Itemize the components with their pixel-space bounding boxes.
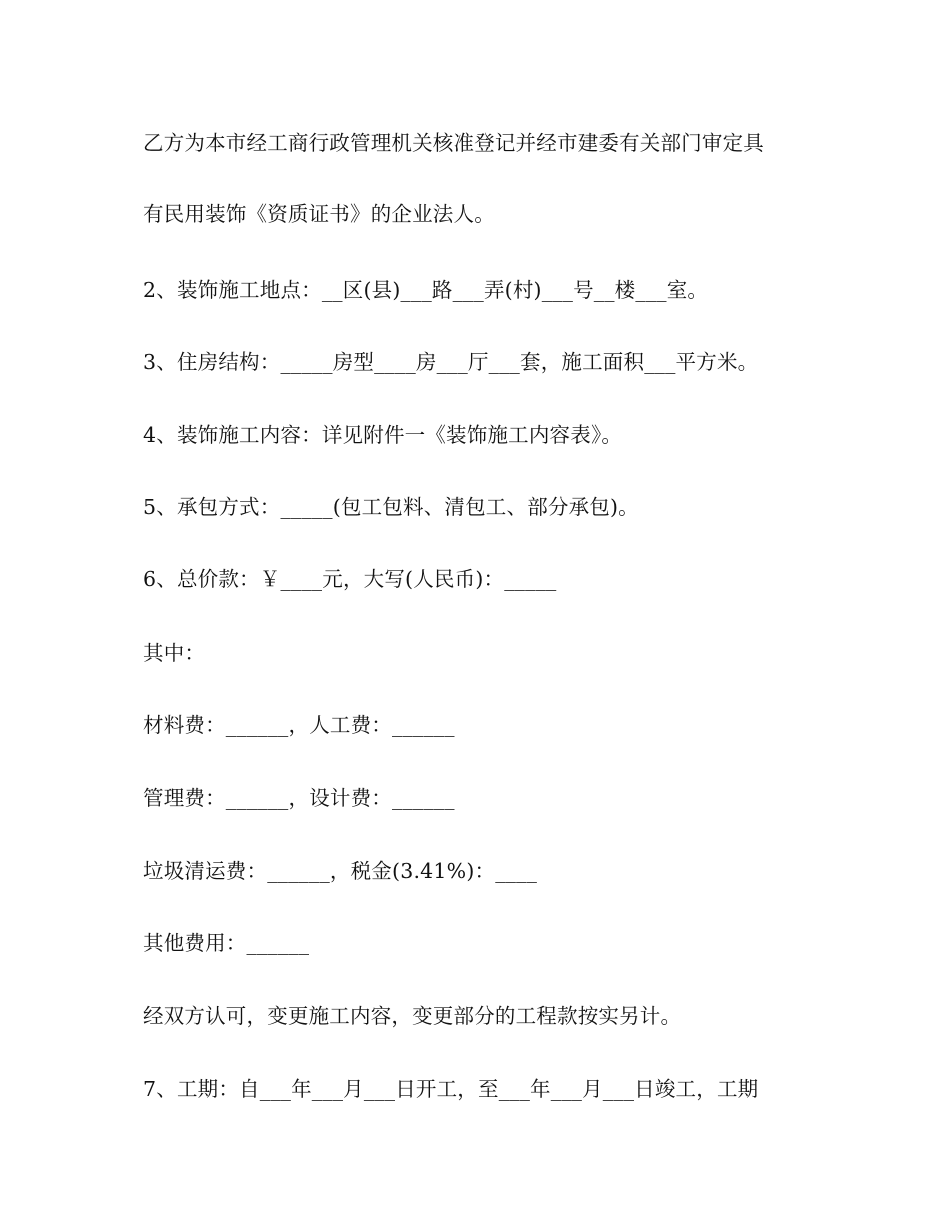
clause-5-contract-mode: 5、承包方式：_____(包工包料、清包工、部分承包)。: [143, 495, 639, 519]
fee-line-waste-tax: 垃圾清运费：______，税金(3.41%)：____: [143, 859, 538, 883]
clause-7-schedule: 7、工期：自___年___月___日开工，至___年___月___日竣工，工期: [143, 1077, 759, 1101]
clause-6-total-price: 6、总价款：￥____元，大写(人民币)：_____: [143, 567, 557, 591]
breakdown-heading: 其中：: [143, 641, 206, 665]
clause-3-structure: 3、住房结构：_____房型____房___厅___套，施工面积___平方米。: [143, 350, 759, 374]
paragraph-line: 有民用装饰《资质证书》的企业法人。: [143, 202, 495, 226]
fee-line-other: 其他费用：______: [143, 931, 310, 955]
fee-line-management-design: 管理费：______，设计费：______: [143, 786, 455, 810]
clause-2-location: 2、装饰施工地点：__区(县)___路___弄(村)___号__楼___室。: [143, 278, 709, 302]
clause-4-content: 4、装饰施工内容：详见附件一《装饰施工内容表》。: [143, 423, 623, 447]
fee-line-material-labor: 材料费：______，人工费：______: [143, 713, 455, 737]
change-note: 经双方认可，变更施工内容，变更部分的工程款按实另计。: [143, 1004, 682, 1028]
paragraph-line: 乙方为本市经工商行政管理机关核准登记并经市建委有关部门审定具: [143, 131, 764, 155]
